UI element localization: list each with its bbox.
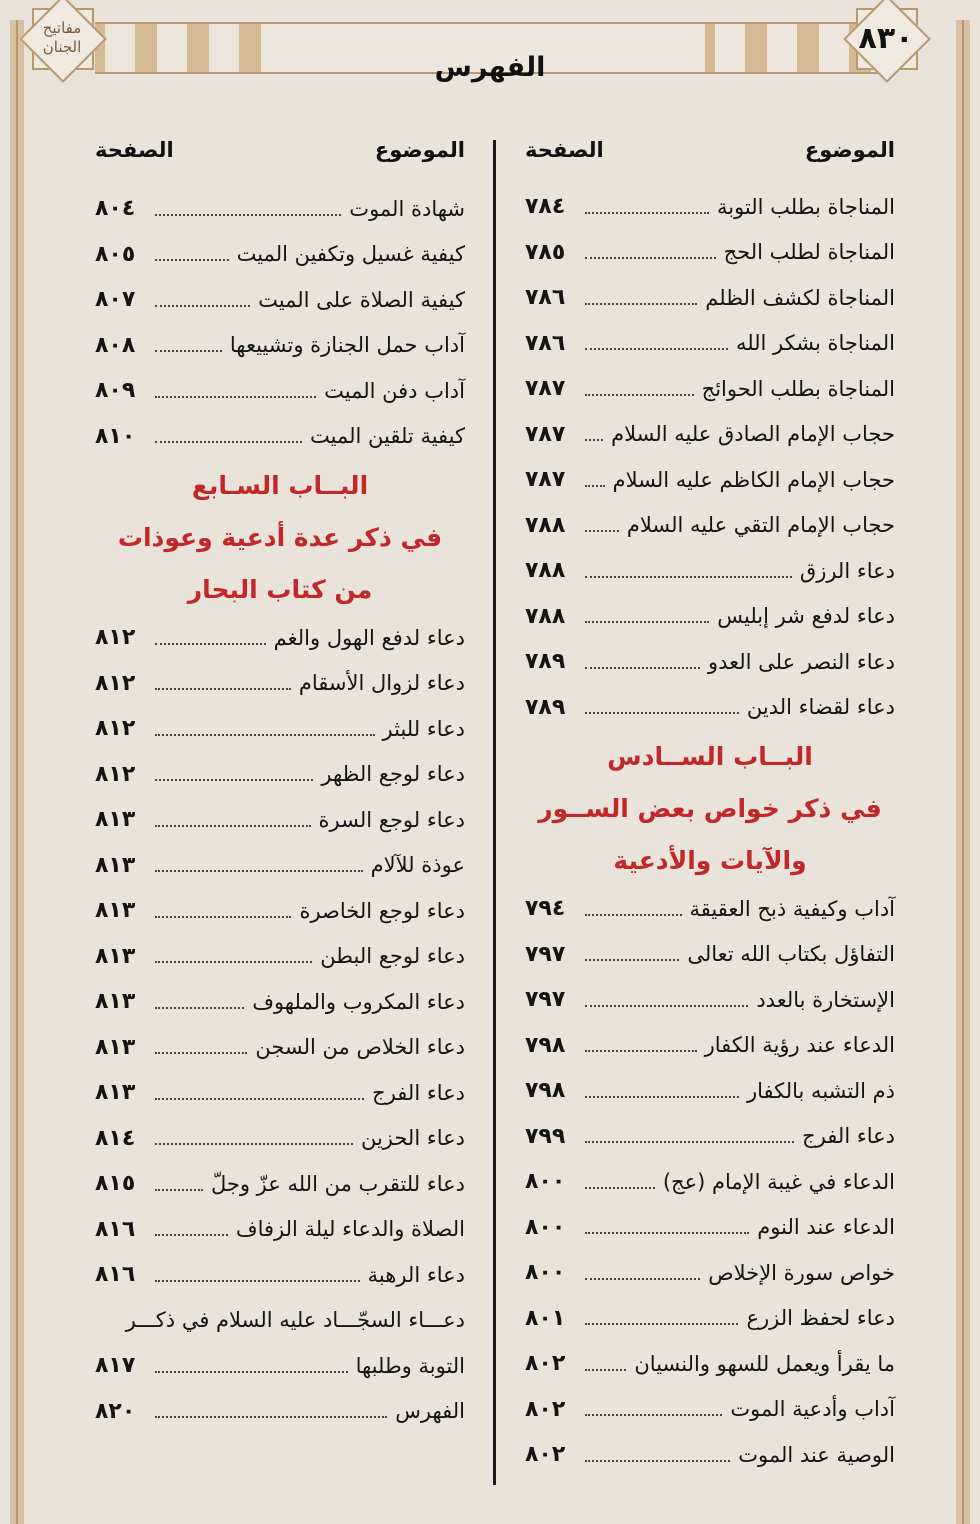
entry-page: ٧٨٨ bbox=[525, 512, 566, 538]
dot-leader bbox=[155, 643, 266, 645]
page-header: الصفحة bbox=[525, 138, 604, 162]
entry-page: ٧٩٤ bbox=[525, 896, 566, 922]
entry-title: آداب وأدعية الموت bbox=[730, 1397, 895, 1422]
entry-title: التوبة وطلبها bbox=[355, 1353, 465, 1378]
dot-leader bbox=[155, 1280, 360, 1282]
entry-page: ٨٠٥ bbox=[95, 241, 136, 267]
entry-page: ٨١٣ bbox=[95, 943, 136, 969]
entry-title: دعاء لدفع الهول والغم bbox=[273, 625, 465, 650]
section-heading: البــاب السـابع bbox=[191, 470, 369, 500]
dot-leader bbox=[585, 1050, 697, 1052]
entry-page: ٨١٣ bbox=[95, 898, 136, 924]
entry-title: دعاء للتقرب من الله عزّ وجلّ bbox=[210, 1171, 465, 1196]
index-entry bbox=[95, 414, 465, 460]
dot-leader bbox=[585, 667, 700, 669]
dot-leader bbox=[155, 961, 312, 963]
entry-title: الإستخارة بالعدد bbox=[756, 987, 895, 1012]
entry-page: ٨١٤ bbox=[95, 1125, 136, 1151]
entry-page: ٧٨٧ bbox=[525, 467, 566, 493]
index-entry bbox=[525, 1205, 895, 1251]
index-entry bbox=[95, 615, 465, 661]
topic-header: الموضوع bbox=[804, 138, 895, 162]
index-entry bbox=[525, 1114, 895, 1160]
entry-title: دعاء الفرج bbox=[802, 1124, 895, 1149]
entry-title: دعاء الرزق bbox=[799, 558, 895, 583]
index-entry bbox=[95, 706, 465, 752]
index-entry bbox=[525, 412, 895, 458]
entry-page: ٨٠٨ bbox=[95, 332, 136, 358]
entry-title: دعاء لوجع الخاصرة bbox=[299, 898, 465, 923]
dot-leader bbox=[155, 441, 302, 443]
entry-title: كيفية تلقين الميت bbox=[310, 424, 465, 449]
entry-page: ٧٨٦ bbox=[525, 285, 566, 311]
index-entry bbox=[525, 685, 895, 731]
index-entry bbox=[95, 1298, 465, 1344]
index-entry bbox=[525, 1432, 895, 1478]
entry-title: الصلاة والدعاء ليلة الزفاف bbox=[235, 1217, 465, 1242]
dot-leader bbox=[585, 348, 728, 350]
index-entry bbox=[525, 275, 895, 321]
dot-leader bbox=[585, 621, 709, 623]
entry-title: المناجاة لكشف الظلم bbox=[705, 285, 895, 310]
entry-title: حجاب الإمام الكاظم عليه السلام bbox=[612, 467, 895, 492]
dot-leader bbox=[155, 259, 229, 261]
index-column-left bbox=[95, 138, 465, 1434]
entry-page: ٨١٢ bbox=[95, 625, 136, 651]
entry-page: ٨٠٢ bbox=[525, 1442, 566, 1468]
index-entry bbox=[525, 1250, 895, 1296]
index-entry bbox=[525, 639, 895, 685]
dot-leader bbox=[585, 439, 603, 441]
entry-title: دعاء للبثر bbox=[382, 716, 465, 741]
dot-leader bbox=[585, 1278, 700, 1280]
page-number: ٨٣٠ bbox=[858, 20, 914, 56]
dot-leader bbox=[585, 485, 605, 487]
entry-page: ٧٨٨ bbox=[525, 603, 566, 629]
page-number-badge bbox=[844, 0, 928, 80]
entry-page: ٨١٣ bbox=[95, 1034, 136, 1060]
entry-page: ٨١٣ bbox=[95, 852, 136, 878]
dot-leader bbox=[585, 394, 694, 396]
entry-title: خواص سورة الإخلاص bbox=[708, 1260, 895, 1285]
entry-page: ٧٨٦ bbox=[525, 330, 566, 356]
entry-title: المناجاة لطلب الحج bbox=[723, 240, 895, 265]
entry-title: دعاء الحزين bbox=[360, 1126, 465, 1151]
dot-leader bbox=[585, 212, 709, 214]
index-entry bbox=[525, 932, 895, 978]
entry-page: ٨٠٧ bbox=[95, 287, 136, 313]
index-entry bbox=[95, 1252, 465, 1298]
index-entry bbox=[525, 548, 895, 594]
index-entry bbox=[95, 1343, 465, 1389]
index-entry bbox=[95, 186, 465, 232]
section-heading: في ذكر عدة أدعية وعوذات bbox=[117, 522, 443, 552]
entry-title: حجاب الإمام التقي عليه السلام bbox=[626, 513, 895, 538]
dot-leader bbox=[155, 1371, 348, 1373]
dot-leader bbox=[585, 712, 739, 714]
dot-leader bbox=[155, 1052, 247, 1054]
dot-leader bbox=[155, 825, 311, 827]
entry-title: آداب وكيفية ذبح العقيقة bbox=[689, 896, 895, 921]
dot-leader bbox=[155, 1098, 364, 1100]
section-heading: في ذكر خواص بعض الســور bbox=[538, 793, 882, 823]
entry-title: دعاء لدفع شر إبليس bbox=[717, 604, 895, 629]
entry-page: ٨١٢ bbox=[95, 670, 136, 696]
entry-page: ٨٠١ bbox=[525, 1305, 566, 1331]
entry-page: ٨٠٢ bbox=[525, 1351, 566, 1377]
index-column-right bbox=[525, 138, 895, 1478]
dot-leader bbox=[585, 1414, 722, 1416]
dot-leader bbox=[155, 350, 222, 352]
index-entry bbox=[95, 1025, 465, 1071]
index-entry bbox=[525, 886, 895, 932]
entry-title: دعاء لقضاء الدين bbox=[746, 695, 895, 720]
index-entry bbox=[95, 979, 465, 1025]
column-header bbox=[525, 138, 895, 178]
entry-page: ٨٠٩ bbox=[95, 378, 136, 404]
entry-title: عوذة للآلام bbox=[370, 853, 465, 878]
entry-page: ٧٩٧ bbox=[525, 987, 566, 1013]
entry-title: دعاء الخلاص من السجن bbox=[255, 1035, 465, 1060]
dot-leader bbox=[155, 214, 341, 216]
entry-title: حجاب الإمام الصادق عليه السلام bbox=[611, 422, 895, 447]
index-entry bbox=[95, 888, 465, 934]
entry-title: دعاء لوجع الظهر bbox=[321, 762, 465, 787]
entry-title: الدعاء عند النوم bbox=[757, 1215, 895, 1240]
entry-title: دعاء الفرج bbox=[372, 1080, 465, 1105]
entry-title: آداب حمل الجنازة وتشييعها bbox=[229, 333, 465, 358]
index-entry bbox=[525, 366, 895, 412]
index-entry bbox=[525, 503, 895, 549]
entry-page: ٧٨٥ bbox=[525, 239, 566, 265]
section-heading: البــاب الســادس bbox=[607, 741, 813, 771]
dot-leader bbox=[585, 303, 697, 305]
entry-title: الفهرس bbox=[395, 1399, 465, 1424]
dot-leader bbox=[585, 576, 792, 578]
entry-page: ٨٠٢ bbox=[525, 1396, 566, 1422]
index-entry bbox=[525, 184, 895, 230]
dot-leader bbox=[585, 1005, 748, 1007]
entry-page: ٨١٦ bbox=[95, 1262, 136, 1288]
entry-title: شهادة الموت bbox=[349, 196, 465, 221]
dot-leader bbox=[585, 959, 679, 961]
book-name-line1: مفاتيح bbox=[42, 19, 82, 37]
entry-page: ٨٠٠ bbox=[525, 1260, 566, 1286]
dot-leader bbox=[155, 1189, 203, 1191]
dot-leader bbox=[585, 1460, 730, 1462]
index-entry bbox=[525, 321, 895, 367]
column-divider bbox=[493, 140, 496, 1485]
dot-leader bbox=[155, 870, 363, 872]
index-entry bbox=[95, 843, 465, 889]
entry-title: دعاء لحفظ الزرع bbox=[746, 1306, 895, 1331]
index-entry bbox=[525, 1387, 895, 1433]
dot-leader bbox=[585, 530, 619, 532]
dot-leader bbox=[585, 1141, 794, 1143]
entry-title: ما يقرأ ويعمل للسهو والنسيان bbox=[634, 1351, 895, 1376]
entry-page: ٨١٢ bbox=[95, 761, 136, 787]
index-entry bbox=[95, 1161, 465, 1207]
index-entry bbox=[95, 1207, 465, 1253]
index-entry bbox=[95, 1116, 465, 1162]
dot-leader bbox=[585, 914, 682, 916]
entry-page: ٨١٦ bbox=[95, 1216, 136, 1242]
dot-leader bbox=[585, 1323, 738, 1325]
entry-page: ٧٨٩ bbox=[525, 694, 566, 720]
index-entry bbox=[525, 230, 895, 276]
dot-leader bbox=[585, 257, 716, 259]
entry-page: ٧٩٨ bbox=[525, 1032, 566, 1058]
entry-title: دعاء المكروب والملهوف bbox=[252, 989, 465, 1014]
entry-page: ٧٨٧ bbox=[525, 376, 566, 402]
entry-title: التفاؤل بكتاب الله تعالى bbox=[687, 942, 895, 967]
entry-page: ٨١٣ bbox=[95, 989, 136, 1015]
dot-leader bbox=[155, 1007, 244, 1009]
dot-leader bbox=[155, 1143, 353, 1145]
entry-page: ٨١٢ bbox=[95, 716, 136, 742]
dot-leader bbox=[155, 734, 375, 736]
index-entry bbox=[95, 752, 465, 798]
dot-leader bbox=[155, 916, 291, 918]
entry-page: ٧٨٩ bbox=[525, 649, 566, 675]
entry-title: المناجاة بطلب التوبة bbox=[716, 194, 895, 219]
entry-title: كيفية الصلاة على الميت bbox=[258, 287, 465, 312]
entry-page: ٧٩٨ bbox=[525, 1078, 566, 1104]
index-entry bbox=[525, 1341, 895, 1387]
entry-title: ذم التشبه بالكفار bbox=[746, 1078, 895, 1103]
entry-title: الوصية عند الموت bbox=[738, 1442, 895, 1467]
index-entry bbox=[525, 1159, 895, 1205]
entry-page: ٨١٣ bbox=[95, 1080, 136, 1106]
entry-page: ٧٨٧ bbox=[525, 421, 566, 447]
entry-title: دعاء لوجع البطن bbox=[320, 944, 465, 969]
index-entry bbox=[525, 594, 895, 640]
index-entry bbox=[95, 277, 465, 323]
entry-title: دعاء الرهبة bbox=[367, 1262, 465, 1287]
page-title: الفهرس bbox=[434, 52, 546, 83]
dot-leader bbox=[585, 1096, 739, 1098]
page-header: الصفحة bbox=[95, 138, 174, 162]
dot-leader bbox=[155, 1416, 387, 1418]
entry-title: المناجاة بشكر الله bbox=[735, 331, 895, 356]
entry-page: ٨٠٤ bbox=[95, 196, 136, 222]
index-entry bbox=[95, 1389, 465, 1435]
section-heading: من كتاب البحار bbox=[187, 574, 373, 604]
index-entry bbox=[95, 1070, 465, 1116]
index-entry bbox=[525, 1023, 895, 1069]
running-header bbox=[95, 22, 885, 83]
entry-page: ٨١٠ bbox=[95, 423, 136, 449]
entry-page: ٨١٣ bbox=[95, 807, 136, 833]
dot-leader bbox=[155, 1234, 228, 1236]
entry-title: دعاء لزوال الأسقام bbox=[298, 671, 465, 696]
entry-page: ٨٢٠ bbox=[95, 1398, 136, 1424]
index-entry bbox=[525, 457, 895, 503]
entry-page: ٨١٧ bbox=[95, 1353, 136, 1379]
entry-title: دعاء النصر على العدو bbox=[707, 649, 895, 674]
column-header bbox=[95, 138, 465, 178]
entry-title: آداب دفن الميت bbox=[324, 378, 465, 403]
entry-page: ٧٩٩ bbox=[525, 1123, 566, 1149]
dot-leader bbox=[155, 779, 313, 781]
index-entry bbox=[525, 977, 895, 1023]
entry-title: الدعاء في غيبة الإمام (عج) bbox=[662, 1169, 895, 1194]
book-name-badge bbox=[20, 0, 104, 80]
index-entry bbox=[95, 934, 465, 980]
entry-page: ٧٨٤ bbox=[525, 194, 566, 220]
entry-title: دعاء لوجع السرة bbox=[318, 807, 465, 832]
entry-page: ٨٠٠ bbox=[525, 1169, 566, 1195]
index-entry bbox=[95, 797, 465, 843]
entry-page: ٨١٥ bbox=[95, 1171, 136, 1197]
index-entry bbox=[525, 1068, 895, 1114]
dot-leader bbox=[585, 1187, 655, 1189]
dot-leader bbox=[155, 305, 250, 307]
index-entry bbox=[525, 1296, 895, 1342]
index-entry bbox=[95, 661, 465, 707]
dot-leader bbox=[155, 396, 316, 398]
entry-title: كيفية غسيل وتكفين الميت bbox=[236, 242, 465, 267]
index-entry bbox=[95, 323, 465, 369]
dot-leader bbox=[585, 1232, 749, 1234]
topic-header: الموضوع bbox=[374, 138, 465, 162]
dot-leader bbox=[585, 1369, 626, 1371]
index-entry bbox=[95, 368, 465, 414]
entry-page: ٧٩٧ bbox=[525, 941, 566, 967]
entry-page: ٨٠٠ bbox=[525, 1214, 566, 1240]
book-name-line2: الجنان bbox=[42, 38, 82, 56]
index-entry bbox=[95, 232, 465, 278]
entry-title: دعـــاء السجّـــاد عليه السلام في ذكـــر bbox=[125, 1308, 465, 1333]
entry-page: ٧٨٨ bbox=[525, 558, 566, 584]
entry-title: الدعاء عند رؤية الكفار bbox=[704, 1033, 895, 1058]
entry-title: المناجاة بطلب الحوائج bbox=[701, 376, 895, 401]
dot-leader bbox=[155, 688, 291, 690]
section-heading: والآيات والأدعية bbox=[613, 845, 807, 875]
